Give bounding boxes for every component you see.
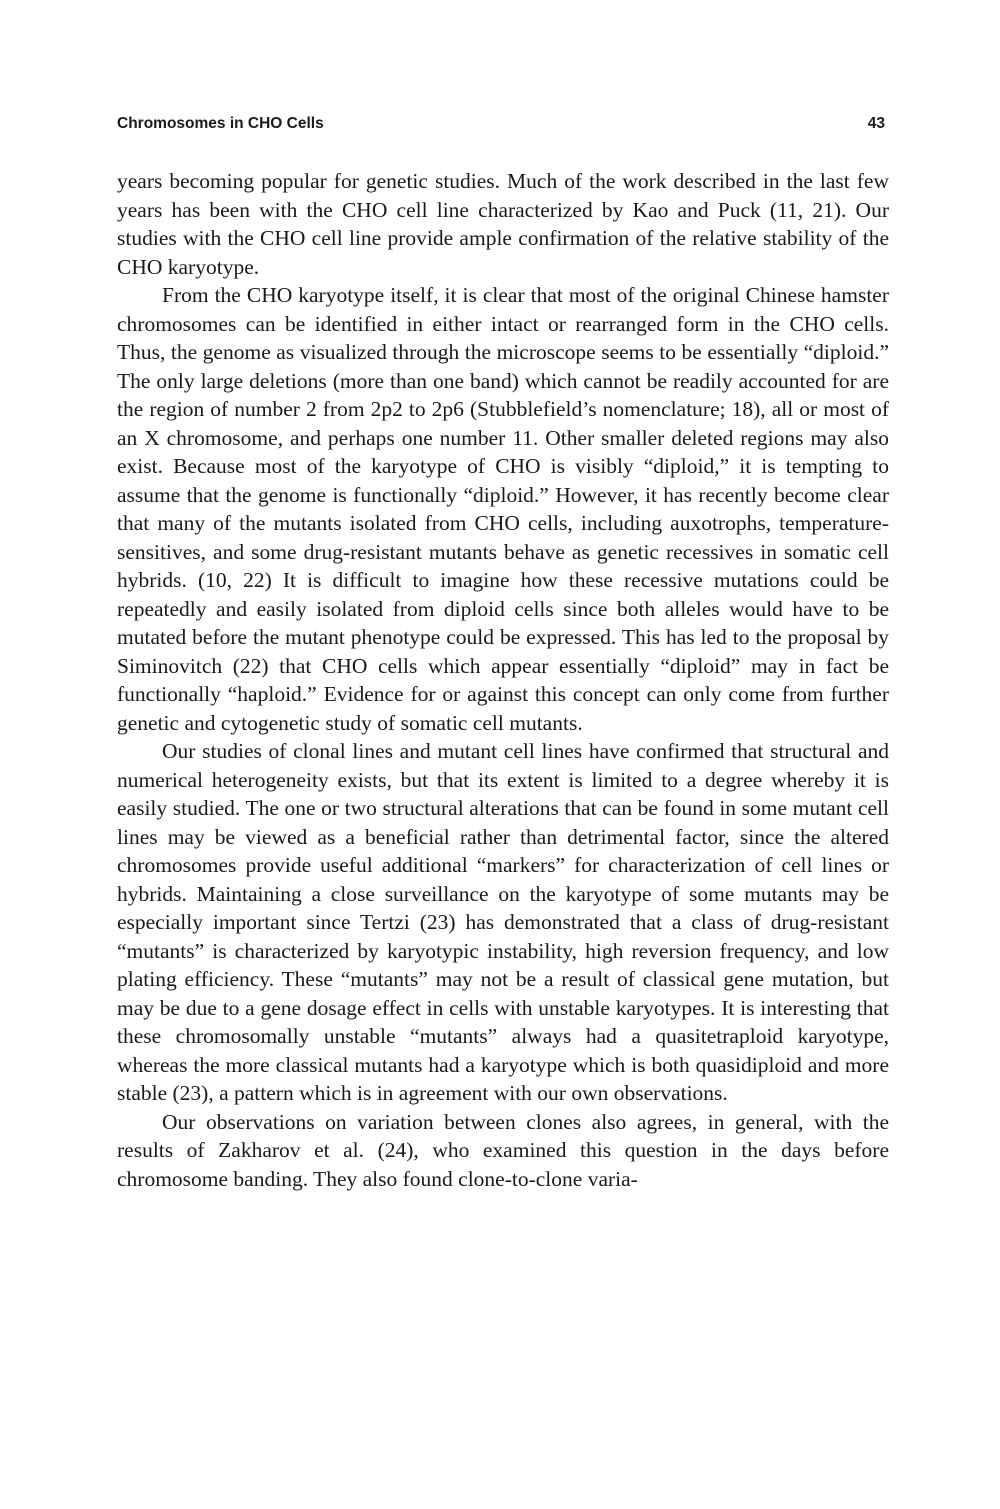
running-head-title: Chromosomes in CHO Cells (117, 115, 324, 132)
running-head (117, 112, 885, 136)
paragraph-continued: years becoming popular for genetic studies. Much of the work described in the last few years has been with the CHO cell line characterized by Kao and Puck (11, 21). Our studies with the CHO cell line provide ample confirmation of the relative stability of the CHO karyotype. (117, 169, 889, 279)
paragraph-variation-between-clones: Our observations on variation between clones also agrees, in general, with the results of Zakharov et al. (24), who examined this question in the days before chromosome banding. They also found clone-to-clone varia- (117, 1109, 889, 1191)
paragraph-clonal-lines: Our studies of clonal lines and mutant cell lines have confirmed that structural and numerical heterogeneity exists, but that its extent is limited to a degree whereby it is easily studied. The one or two structural alterations that can be found in some mutant cell lines may be viewed as a beneficial rather than detrimental factor, since the altered chromosomes provide useful additional “markers” for characterization of cell lines or hybrids. Maintaining a close surveillance on the karyotype of some mutants may be especially important since Tertzi (23) has demonstrated that a class of drug-resistant “mutants” is characterized by karyotypic instability, high reversion frequency, and low plating efficiency. These “mutants” may not be a result of classical gene mutation, but may be due to a gene dosage effect in cells with unstable karyotypes. It is interesting that these chromosomally unstable “mutants” always had a quasitetraploid karyotype, whereas the more classical mutants had a karyotype which is both quasidiploid and more stable (23), a pattern which is in agreement with our own observations. (117, 739, 889, 1105)
paragraph-cho-karyotype: From the CHO karyotype itself, it is clear that most of the original Chinese hamster chromosomes can be identified in either intact or rearranged form in the CHO cells. Thus, the genome as visualized through the microscope seems to be essentially “diploid.” The only large deletions (more than one band) which cannot be readily accounted for are the region of number 2 from 2p2 to 2p6 (Stubblefield’s nomenclature; 18), all or most of an X chromosome, and perhaps one number 11. Other smaller deleted regions may also exist. Because most of the karyotype of CHO is visibly “diploid,” it is tempting to assume that the genome is functionally “diploid.” However, it has recently become clear that many of the mutants isolated from CHO cells, including auxotrophs, temperaturesensitives, and some drug-resistant mutants behave as genetic recessives in somatic cell hybrids. (10, 22) It is difficult to imagine how these recessive mutations could be repeatedly and easily isolated from diploid cells since both alleles would have to be mutated before the mutant phenotype could be expressed. This has led to the proposal by Siminovitch (22) that CHO cells which appear essentially “diploid” may in fact be functionally “haploid.” Evidence for or against this concept can only come from further genetic and cytogenetic study of somatic cell mutants. (117, 283, 889, 735)
page-number: 43 (867, 115, 885, 132)
body-text (117, 167, 889, 1193)
